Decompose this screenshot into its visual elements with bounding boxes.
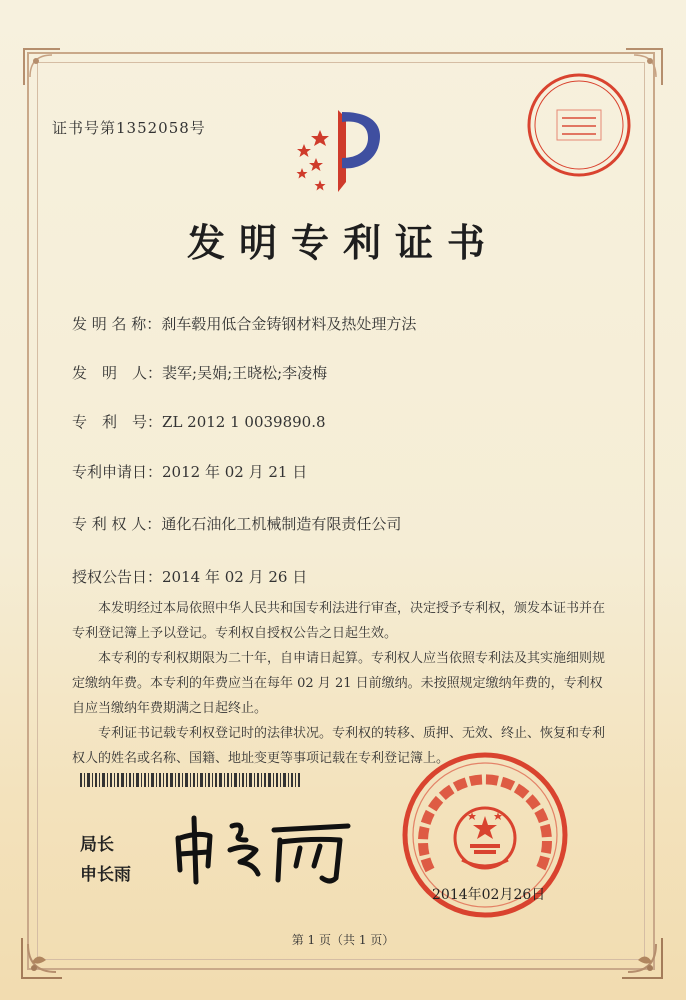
corner-ornament-top-left <box>22 47 62 87</box>
field-application-date <box>72 461 307 482</box>
field-value: 通化石油化工机械制造有限责任公司 <box>161 515 402 533</box>
field-label: 授权公告日： <box>72 568 163 586</box>
field-label: 专利申请日： <box>72 463 163 481</box>
field-grant-date <box>72 566 307 587</box>
field-patent-number <box>72 411 326 432</box>
field-value: ZL 2012 1 0039890.8 <box>162 413 326 431</box>
barcode <box>80 773 300 787</box>
issue-date: 2014年02月26日 <box>432 887 546 903</box>
field-label: 专 利 权 人： <box>72 515 162 533</box>
field-value: 2014 年 02 月 26 日 <box>162 568 308 586</box>
director-name: 申长雨 <box>80 865 131 885</box>
field-label: 发 明 名 称： <box>72 315 162 333</box>
body-paragraph: 本专利的专利权期限为二十年，自申请日起算。专利权人应当依照专利法及其实施细则规定缴纳年费。本专利的年费应当在每年 02 月 21 日前缴纳。未按照规定缴纳年费的，专利权自应当缴纳年费期满之日起终止。 <box>72 651 606 716</box>
director-signature <box>170 808 360 886</box>
certificate-body <box>72 596 612 771</box>
field-label: 专 利 号： <box>72 413 163 431</box>
certificate-title: 发明专利证书 <box>186 220 499 265</box>
field-patentee <box>72 513 401 534</box>
field-label: 发 明 人： <box>72 364 163 382</box>
field-value: 刹车毂用低合金铸钢材料及热处理方法 <box>161 315 417 333</box>
field-value: 裴军;吴娟;王晓松;李凌梅 <box>162 364 328 382</box>
field-inventors <box>72 362 327 383</box>
field-value: 2012 年 02 月 21 日 <box>162 463 308 481</box>
body-paragraph: 专利证书记载专利权登记时的法律状况。专利权的转移、质押、无效、终止、恢复和专利权人的姓名或名称、国籍、地址变更等事项记载在专利登记簿上。 <box>72 726 606 766</box>
patent-office-emblem-icon <box>280 100 392 200</box>
page-footer: 第 1 页（共 1 页） <box>291 933 395 947</box>
tax-stamp-seal-icon <box>524 70 634 180</box>
director-title: 局长 <box>80 835 114 855</box>
body-paragraph: 本发明经过本局依照中华人民共和国专利法进行审查，决定授予专利权，颁发本证书并在专利登记簿上予以登记。专利权自授权公告之日起生效。 <box>72 601 606 641</box>
field-invention-name <box>72 313 416 334</box>
certificate-number: 证书号第1352058号 <box>52 119 206 137</box>
